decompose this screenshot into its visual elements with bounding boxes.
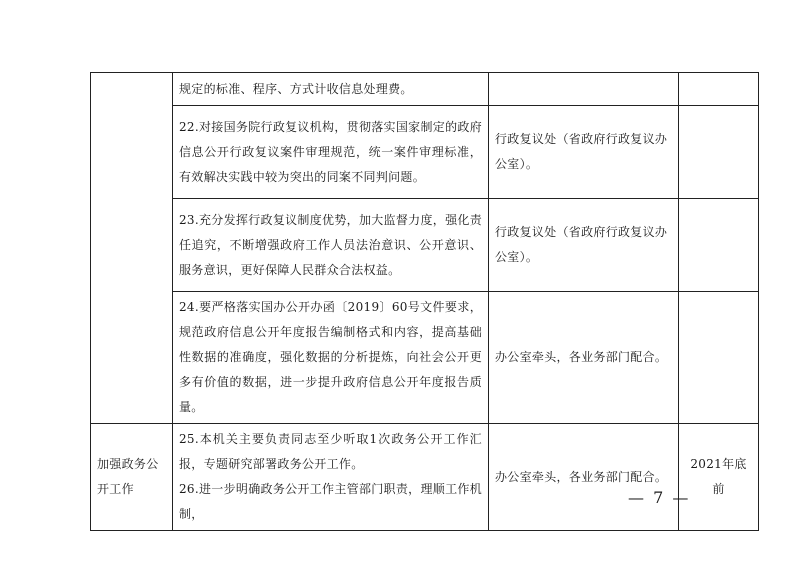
task-text: 23.充分发挥行政复议制度优势，加大监督力度，强化责任追究，不断增强政府工作人员法治意识、公开意识、服务意识，更好保障人民群众合法权益。 bbox=[179, 212, 482, 277]
table-row bbox=[91, 73, 759, 106]
department-cell: 行政复议处（省政府行政复议办公室）。 bbox=[489, 106, 679, 199]
task-text: 22.对接国务院行政复议机构，贯彻落实国家制定的政府信息公开行政复议案件审理规范，统一案件审理标准，有效解决实践中较为突出的同案不同判问题。 bbox=[179, 119, 482, 184]
task-text-continued: 26.进一步明确政务公开工作主管部门职责，理顺工作机制， bbox=[179, 482, 482, 521]
table-row bbox=[91, 424, 759, 531]
deadline-cell bbox=[679, 106, 759, 199]
deadline-cell bbox=[679, 199, 759, 292]
task-text: 规定的标准、程序、方式计收信息处理费。 bbox=[179, 82, 413, 96]
department-cell bbox=[489, 73, 679, 106]
table-row bbox=[91, 292, 759, 424]
task-cell bbox=[173, 424, 489, 531]
department-cell: 办公室牵头，各业务部门配合。 bbox=[489, 292, 679, 424]
department-cell: 行政复议处（省政府行政复议办公室）。 bbox=[489, 199, 679, 292]
task-table bbox=[90, 72, 759, 531]
page-number: — 7 — bbox=[628, 488, 691, 507]
table-row bbox=[91, 199, 759, 292]
deadline-cell: 2021年底前 bbox=[679, 424, 759, 531]
task-text: 24.要严格落实国办公开办函〔2019〕60号文件要求，规范政府信息公开年度报告编制格式和内容，提高基础性数据的准确度，强化数据的分析提炼，向社会公开更多有价值的数据，进一步提升政府信息公开年度报告质量。 bbox=[179, 300, 482, 414]
category-cell: 加强政务公开工作 bbox=[91, 424, 173, 531]
task-text: 25.本机关主要负责同志至少听取1次政务公开工作汇报，专题研究部署政务公开工作。 bbox=[179, 432, 482, 471]
category-cell bbox=[91, 73, 173, 424]
table-row bbox=[91, 106, 759, 199]
task-cell bbox=[173, 73, 489, 106]
task-cell bbox=[173, 106, 489, 199]
task-cell bbox=[173, 292, 489, 424]
task-cell bbox=[173, 199, 489, 292]
deadline-cell bbox=[679, 73, 759, 106]
department-cell: 办公室牵头，各业务部门配合。 bbox=[489, 424, 679, 531]
deadline-cell bbox=[679, 292, 759, 424]
